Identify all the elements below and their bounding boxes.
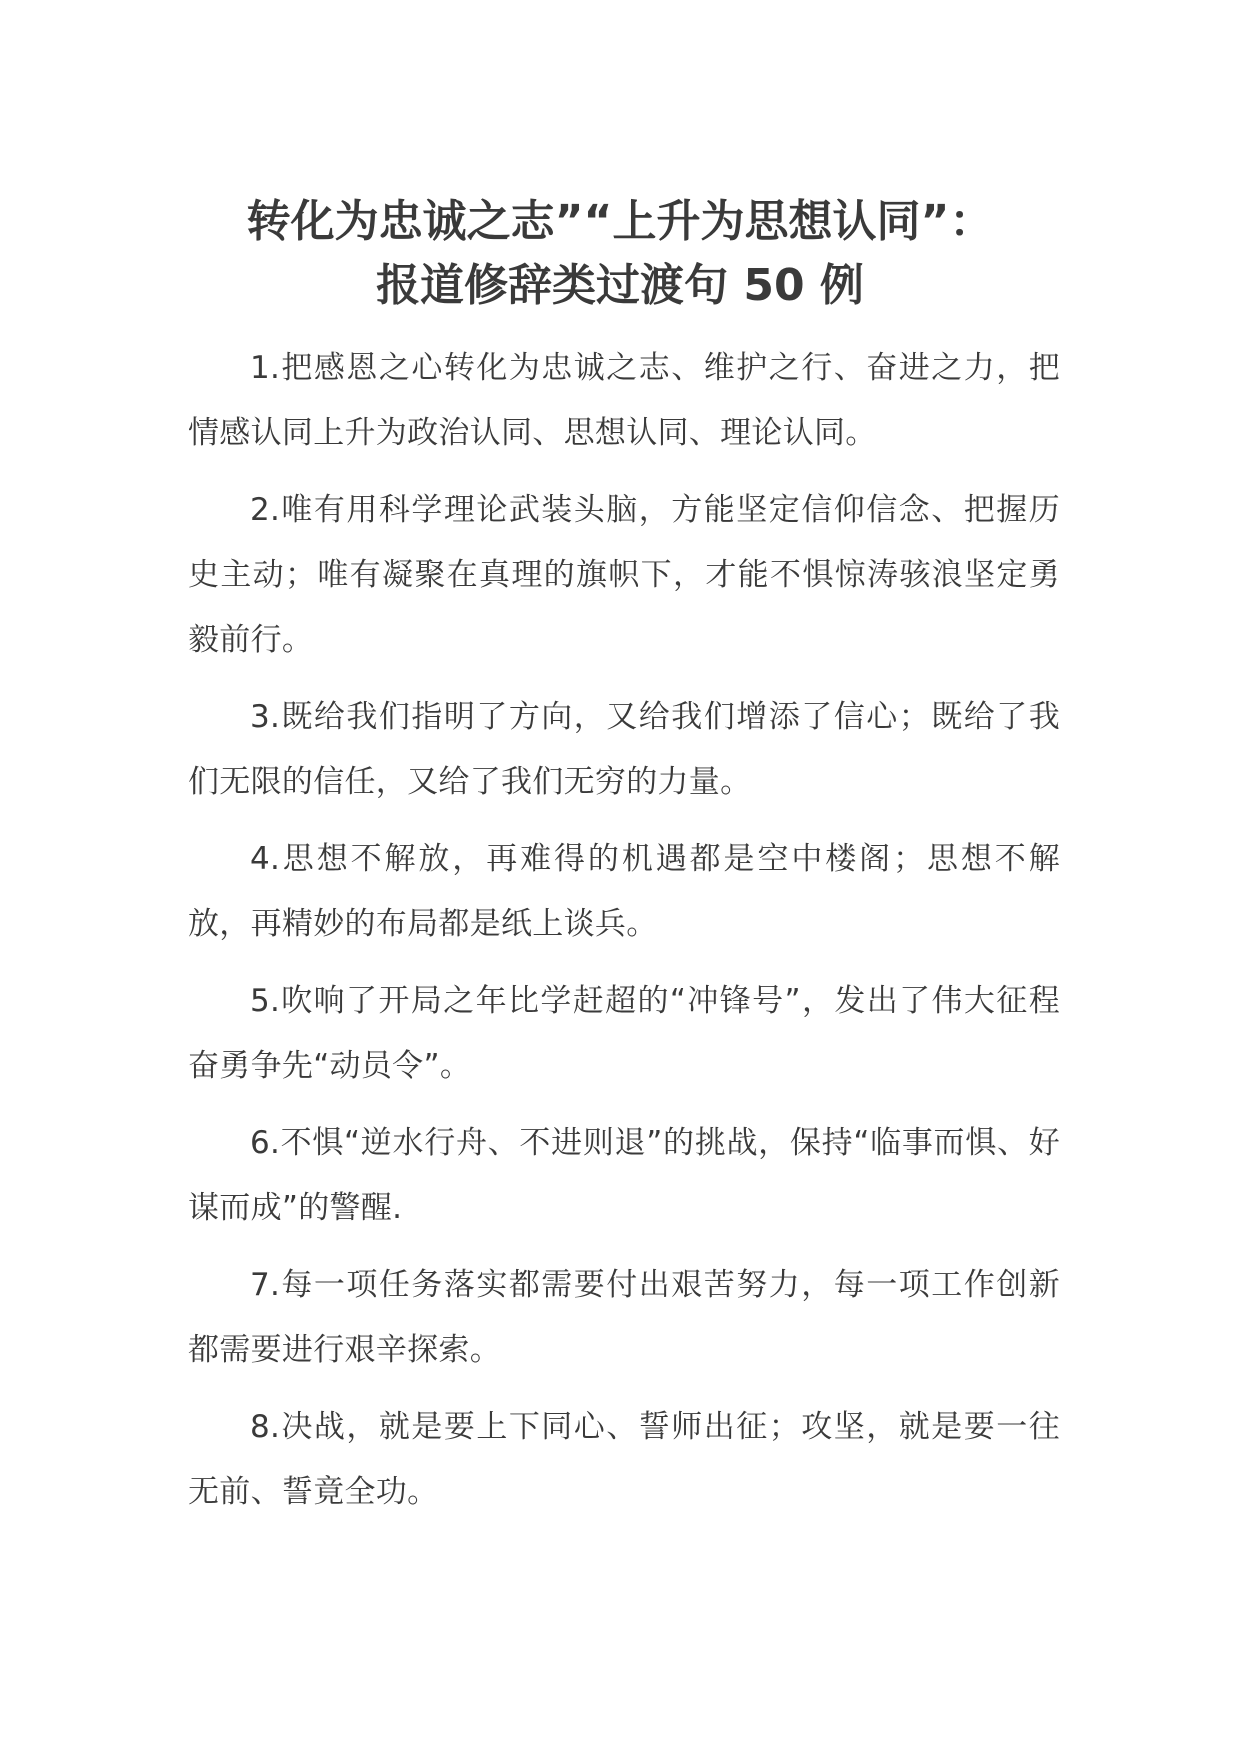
paragraph-6: 6.不惧“逆水行舟、不进则退”的挑战，保持“临事而惧、好谋而成”的警醒.	[188, 1125, 1060, 1226]
document-title	[180, 190, 1060, 318]
paragraph-1: 1.把感恩之心转化为忠诚之志、维护之行、奋进之力，把情感认同上升为政治认同、思想认同、理论认同。	[188, 350, 1060, 451]
title-line-1: 转化为忠诚之志”“上升为思想认同”：	[246, 196, 994, 247]
paragraph-3: 3.既给我们指明了方向，又给我们增添了信心；既给了我们无限的信任，又给了我们无穷的力量。	[188, 699, 1060, 800]
paragraph-2: 2.唯有用科学理论武装头脑，方能坚定信仰信念、把握历史主动；唯有凝聚在真理的旗帜下，才能不惧惊涛骇浪坚定勇毅前行。	[188, 492, 1060, 658]
paragraph-5: 5.吹响了开局之年比学赶超的“冲锋号”，发出了伟大征程奋勇争先“动员令”。	[188, 983, 1060, 1084]
paragraph-8: 8.决战，就是要上下同心、誓师出征；攻坚，就是要一往无前、誓竟全功。	[188, 1409, 1060, 1510]
title-line-2: 报道修辞类过渡句 50 例	[376, 260, 864, 311]
document-body	[188, 336, 1060, 1537]
paragraph-7: 7.每一项任务落实都需要付出艰苦努力，每一项工作创新都需要进行艰辛探索。	[188, 1267, 1060, 1368]
paragraph-4: 4.思想不解放，再难得的机遇都是空中楼阁；思想不解放，再精妙的布局都是纸上谈兵。	[188, 841, 1060, 942]
